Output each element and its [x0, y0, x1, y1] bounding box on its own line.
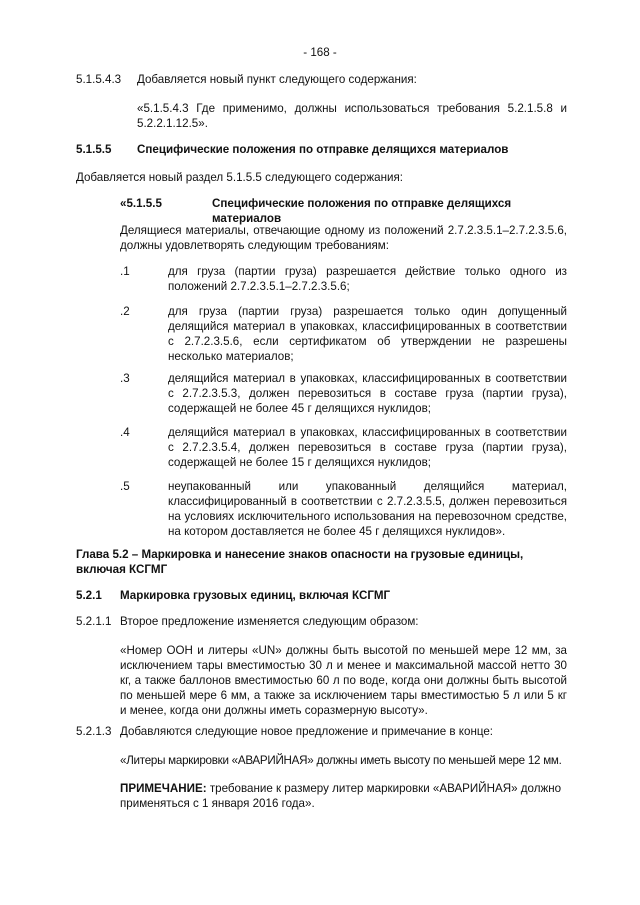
list-item: делящийся материал в упаковках, классифицированных в соответствии с 2.7.2.3.5.3, должен перевозиться в составе груза (партии груза), содержащей не более 45 г делящихся нуклидов;: [168, 372, 567, 415]
list-item: для груза (партии груза) разрешается действие только одного из положений 2.7.2.3.5.1–2.7.2.3.5.6;: [168, 265, 567, 293]
paragraph-text: Делящиеся материалы, отвечающие одному из положений 2.7.2.3.5.1–2.7.2.3.5.6, должны удовлетворять следующим требованиям:: [120, 224, 567, 252]
paragraph-text: Добавляются следующие новое предложение и примечание в конце:: [120, 725, 494, 738]
quoted-section-title: Специфические положения по отправке делящихся материалов: [212, 197, 512, 225]
note: [120, 781, 567, 811]
section-number: 5.2.1: [76, 589, 102, 602]
note-label: ПРИМЕЧАНИЕ:: [120, 782, 207, 795]
section-title: Маркировка грузовых единиц, включая КСГМГ: [120, 589, 391, 602]
quoted-text: «5.1.5.4.3 Где применимо, должны использоваться требования 5.2.1.5.8 и 5.2.2.1.12.5».: [137, 102, 567, 130]
quoted-section-number: «5.1.5.5: [120, 197, 162, 210]
paragraph-text: Второе предложение изменяется следующим образом:: [120, 615, 419, 628]
list-item-number: .4: [120, 426, 130, 439]
quoted-text: «Номер ООН и литеры «UN» должны быть высотой по меньшей мере 12 мм, за исключением тары вместимостью 30 л и менее и максимальной массой нетто 30 кг, а также баллонов вместимостью 60 л по воде, когда они должны быть высотой по меньшей мере 6 мм, а также за исключением тары вместимостью 5 л или 5 кг и менее, когда они должны иметь соразмерную высоту».: [120, 644, 567, 717]
list-item-number: .3: [120, 372, 130, 385]
list-item: неупакованный или упакованный делящийся материал, классифицированный в соответствии с 2.7.2.3.5.5, должен перевозиться на условиях исключительного использования на перевозочном средстве, на котором доставляется не более 45 г делящихся нуклидов».: [168, 480, 567, 538]
paragraph-number: 5.2.1.1: [76, 615, 112, 628]
note-text: требование к размеру литер маркировки «АВАРИЙНАЯ» должно применяться с 1 января 2016 года».: [120, 782, 562, 810]
list-item: делящийся материал в упаковках, классифицированных в соответствии с 2.7.2.3.5.4, должен перевозиться в составе груза (партии груза), содержащей не более 15 г делящихся нуклидов;: [168, 426, 567, 469]
section-title: Специфические положения по отправке делящихся материалов: [137, 143, 509, 156]
list-item: для груза (партии груза) разрешается только один допущенный делящийся материал в упаковках, классифицированных в соответствии с 2.7.2.3.5.6, если сертификатом об утверждении не разрешены несколько материалов;: [168, 305, 567, 363]
quoted-text: «Литеры маркировки «АВАРИЙНАЯ» должны иметь высоту по меньшей мере 12 мм.: [120, 754, 562, 767]
paragraph-text: Добавляется новый раздел 5.1.5.5 следующего содержания:: [76, 171, 403, 184]
list-item-number: .1: [120, 265, 130, 278]
section-number: 5.1.5.5: [76, 143, 112, 156]
paragraph-number: 5.1.5.4.3: [76, 73, 122, 86]
page-number: - 168 -: [303, 46, 337, 59]
chapter-title: Глава 5.2 – Маркировка и нанесение знаков опасности на грузовые единицы, включая КСГМГ: [76, 548, 524, 576]
list-item-number: .5: [120, 480, 130, 493]
list-item-number: .2: [120, 305, 130, 318]
paragraph-number: 5.2.1.3: [76, 725, 112, 738]
paragraph-text: Добавляется новый пункт следующего содержания:: [137, 73, 417, 86]
